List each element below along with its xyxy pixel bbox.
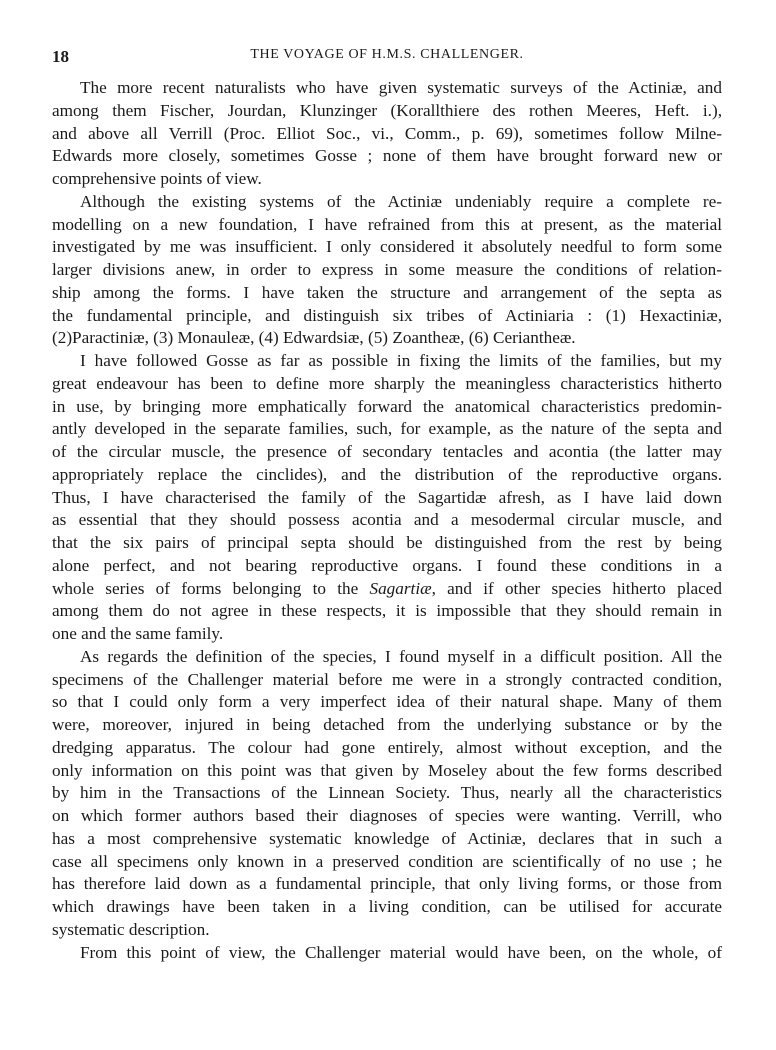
- page-header: [52, 47, 722, 69]
- text-line: Edwards more closely, sometimes Gosse ; none of them have brought forward new or: [52, 146, 722, 166]
- text-line: Although the existing systems of the Actiniæ undeniably require a complete re-: [80, 191, 722, 211]
- paragraph: [52, 646, 722, 942]
- paragraph: [52, 350, 722, 646]
- paragraph: [52, 191, 722, 350]
- text-line: among them Fischer, Jourdan, Klunzinger (Korallthiere des rothen Meeres, Heft. i.),: [52, 100, 722, 120]
- text-line: specimens of the Challenger material before me were in a strongly contracted condition,: [52, 669, 722, 689]
- text-line: As regards the definition of the species, I found myself in a difficult position. All the: [80, 646, 722, 666]
- text-line: modelling on a new foundation, I have refrained from this at present, as the material: [52, 214, 722, 234]
- text-line: were, moreover, injured in being detached from the underlying substance or by the: [52, 715, 722, 734]
- running-title: THE VOYAGE OF H.M.S. CHALLENGER.: [250, 47, 524, 62]
- text-line: investigated by me was insufficient. I only considered it absolutely needful to form some: [52, 237, 722, 257]
- text-line: has therefore laid down as a fundamental principle, that only living forms, or those from: [52, 874, 722, 894]
- text-line: comprehensive points of view.: [52, 169, 262, 188]
- text-line: by him in the Transactions of the Linnean Society. Thus, nearly all the characteristics: [52, 783, 722, 803]
- text-line: in use, by bringing more emphatically forward the anatomical characteristics predomin-: [52, 396, 722, 416]
- text-line: that the six pairs of principal septa should be distinguished from the rest by being: [52, 533, 722, 552]
- text-line: which drawings have been taken in a living condition, can be utilised for accurate: [52, 897, 722, 916]
- text-line: as essential that they should possess acontia and a mesodermal circular muscle, and: [52, 510, 722, 530]
- text-line: alone perfect, and not bearing reproductive organs. I found these conditions in a: [52, 555, 722, 575]
- text-line: whole series of forms belonging to the Sagartiæ, and if other species hitherto placed: [52, 578, 722, 598]
- text-line: ship among the forms. I have taken the structure and arrangement of the septa as: [52, 282, 722, 302]
- text-line: I have followed Gosse as far as possible in fixing the limits of the families, but my: [80, 351, 722, 370]
- text-line: the fundamental principle, and distinguish six tribes of Actiniaria : (1) Hexactiniæ,: [52, 305, 722, 325]
- text-line: so that I could only form a very imperfect idea of their natural shape. Many of them: [52, 692, 722, 712]
- text-line: great endeavour has been to define more sharply the meaningless characteristics hitherto: [52, 373, 722, 393]
- text-line: among them do not agree in these respects, it is impossible that they should remain in: [52, 601, 722, 621]
- body-text: [52, 77, 722, 964]
- text-line: (2)Paractiniæ, (3) Monauleæ, (4) Edwardsiæ, (5) Zoantheæ, (6) Ceriantheæ.: [52, 328, 576, 348]
- text-line: only information on this point was that given by Moseley about the few forms described: [52, 760, 722, 780]
- text-line: of the circular muscle, the presence of secondary tentacles and acontia (the latter may: [52, 442, 722, 461]
- text-line: larger divisions anew, in order to express in some measure the conditions of relation-: [52, 260, 722, 279]
- paragraph: [52, 77, 722, 191]
- text-line: and above all Verrill (Proc. Elliot Soc., vi., Comm., p. 69), sometimes follow Milne-: [52, 123, 722, 143]
- text-line: From this point of view, the Challenger material would have been, on the whole, of: [80, 942, 722, 962]
- text-line: dredging apparatus. The colour had gone entirely, almost without exception, and the: [52, 737, 722, 757]
- text-line: appropriately replace the cinclides), and the distribution of the reproductive organs.: [52, 464, 722, 484]
- text-line: Thus, I have characterised the family of the Sagartidæ afresh, as I have laid down: [52, 487, 722, 507]
- text-line: on which former authors based their diagnoses of species were wanting. Verrill, who: [52, 806, 722, 825]
- paragraph: [52, 942, 722, 965]
- text-line: systematic description.: [52, 919, 210, 939]
- text-line: has a most comprehensive systematic knowledge of Actiniæ, declares that in such a: [52, 828, 722, 848]
- text-line: one and the same family.: [52, 624, 224, 643]
- page-number: 18: [52, 47, 69, 66]
- text-line: antly developed in the separate families, such, for example, as the nature of the septa and: [52, 419, 722, 439]
- text-line: The more recent naturalists who have given systematic surveys of the Actiniæ, and: [80, 78, 722, 97]
- text-line: case all specimens only known in a preserved condition are scientifically of no use ; he: [52, 851, 722, 871]
